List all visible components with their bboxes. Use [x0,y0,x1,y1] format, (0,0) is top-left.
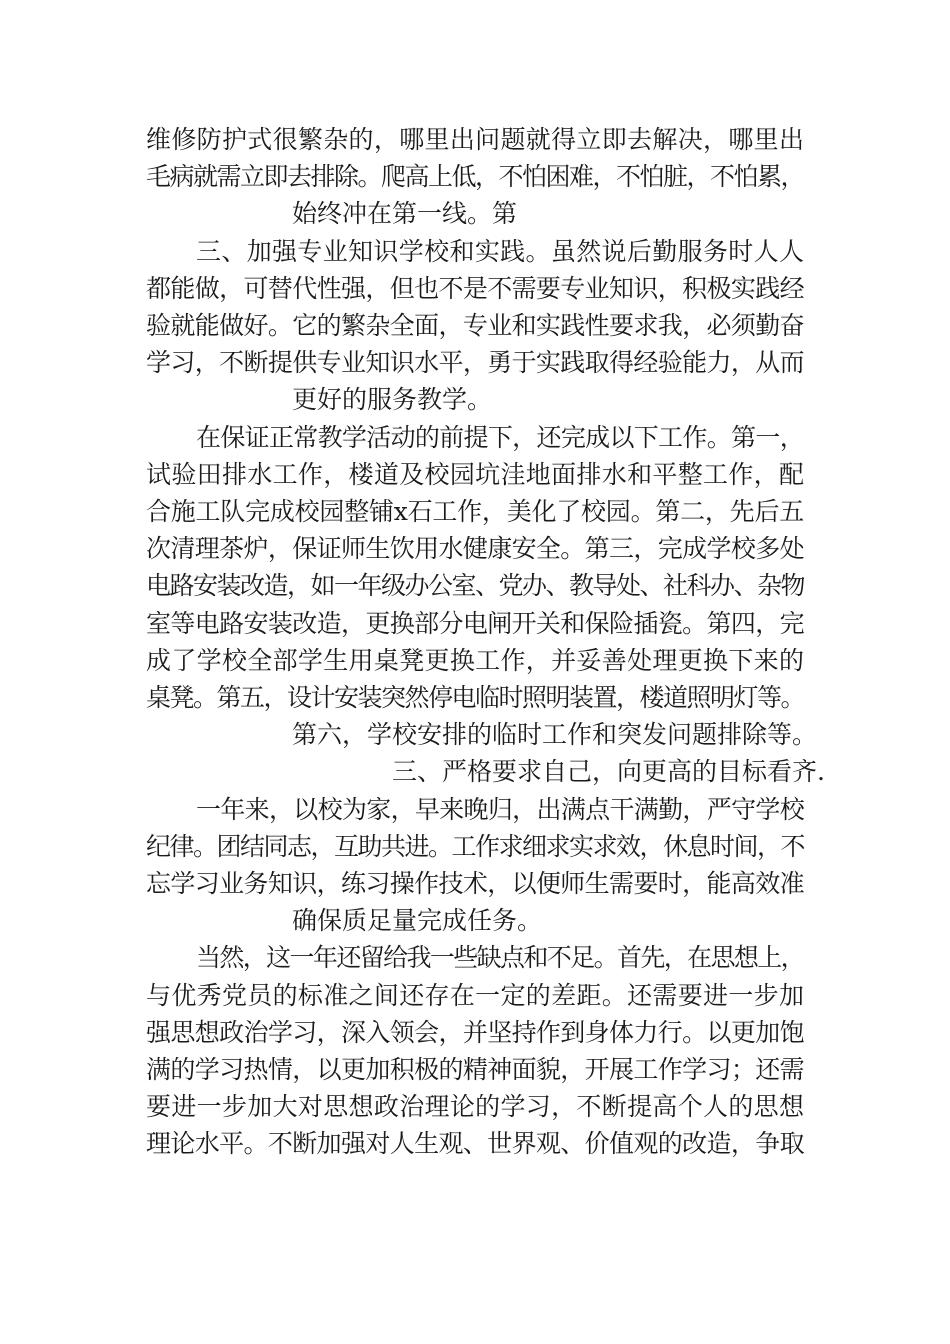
line-text: 合施工队完成校园整铺x石工作，美化了校园。第二，先后五 [146,497,804,526]
line-text: 纪律。团结同志，互助共进。工作求细求实求效，休息时间，不 [146,832,804,861]
text-line [146,902,950,940]
text-line [196,753,950,791]
text-line [0,233,950,271]
line-text: 次清理茶炉，保证师生饮用水健康安全。第三，完成学校多处 [146,534,804,563]
line-text: 三、加强专业知识学校和实践。虽然说后勤服务时人人 [196,237,804,266]
line-text: 学习，不断提供专业知识水平，勇于实践取得经验能力，从而 [146,348,804,377]
text-line [0,977,950,1015]
text-line [0,791,950,829]
line-text: 成了学校全部学生用桌凳更换工作，并妥善处理更换下来的 [146,646,804,675]
text-line [0,605,950,643]
text-line [0,865,950,903]
line-text: 当然，这一年还留给我一些缺点和不足。首先，在思想上， [196,943,804,972]
text-line [0,1125,950,1163]
text-line [0,567,950,605]
line-text: 一年来，以校为家，早来晚归，出满点干满勤，严守学校 [196,795,804,824]
line-text: 毛病就需立即去排除。爬高上低，不怕困难，不怕脏，不怕累， [146,162,804,191]
text-line [0,828,950,866]
line-text: 电路安装改造，如一年级办公室、党办、教导处、社科办、杂物 [146,571,804,600]
line-text: 验就能做好。它的繁杂全面，专业和实践性要求我，必须勤奋 [146,311,804,340]
text-line [0,679,950,717]
text-line [0,1088,950,1126]
text-line [0,419,950,457]
line-text: 室等电路安装改造，更换部分电闸开关和保险插瓷。第四，完 [146,609,804,638]
text-line [0,642,950,680]
text-line [0,530,950,568]
text-line [0,1051,950,1089]
text-line [0,456,950,494]
line-text: 确保质足量完成任务。 [292,906,543,935]
text-line [146,716,950,754]
text-line [0,1014,950,1052]
text-line [0,939,950,977]
line-text: 要进一步加大对思想政治理论的学习，不断提高个人的思想 [146,1092,804,1121]
text-line [0,307,950,345]
line-text: 都能做，可替代性强，但也不是不需要专业知识，积极实践经 [146,274,804,303]
text-line [0,493,950,531]
text-line [0,158,950,196]
line-text: 满的学习热情，以更加积极的精神面貌，开展工作学习；还需 [146,1055,804,1084]
text-line [146,195,950,233]
text-line [0,270,950,308]
text-line [146,381,950,419]
line-text: 强思想政治学习，深入领会，并坚持作到身体力行。以更加饱 [146,1018,804,1047]
text-line [0,121,950,159]
line-text: 忘学习业务知识，练习操作技术，以便师生需要时，能高效准 [146,869,804,898]
line-text: 理论水平。不断加强对人生观、世界观、价值观的改造，争取 [146,1129,804,1158]
line-text: 与优秀党员的标准之间还存在一定的差距。还需要进一步加 [146,981,804,1010]
line-text: 在保证正常教学活动的前提下，还完成以下工作。第一， [196,423,804,452]
line-text: 维修防护式很繁杂的，哪里出问题就得立即去解决，哪里出 [146,125,804,154]
line-text: 第六，学校安排的临时工作和突发问题排除等。 [292,720,818,749]
line-text: 三、严格要求自己，向更高的目标看齐. [392,757,825,786]
line-text: 试验田排水工作，楼道及校园坑洼地面排水和平整工作，配 [146,460,804,489]
line-text: 桌凳。第五，设计安装突然停电临时照明装置，楼道照明灯等。 [146,683,804,712]
line-text: 始终冲在第一线。第 [292,199,518,228]
line-text: 更好的服务教学。 [292,385,493,414]
text-line [0,344,950,382]
